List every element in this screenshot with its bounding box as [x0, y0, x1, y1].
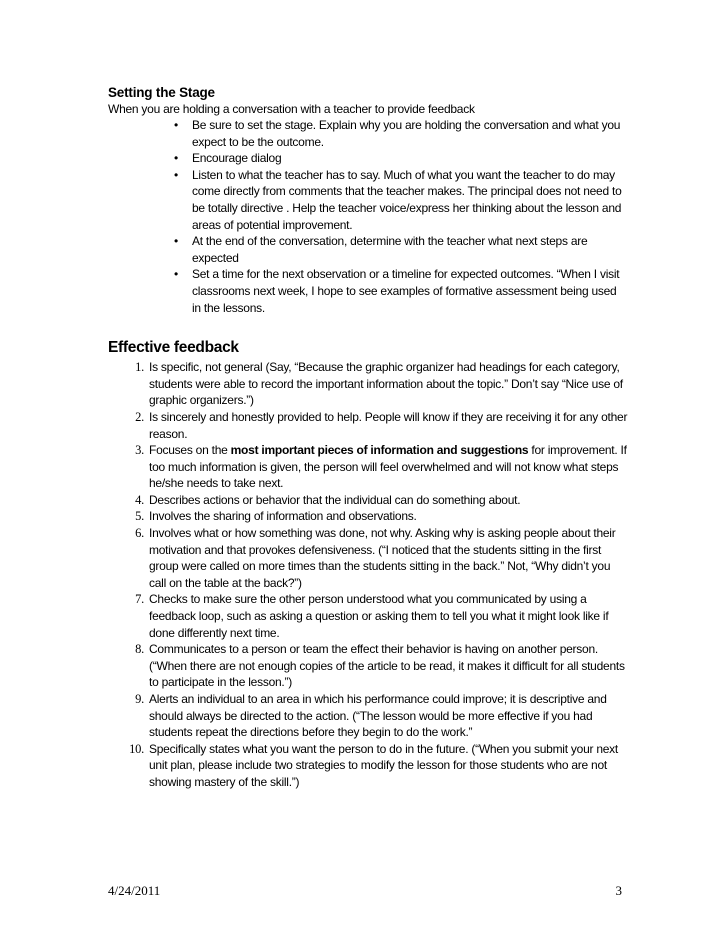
bullet-item: [108, 117, 628, 150]
page-number: 3: [615, 883, 622, 898]
section-heading-effective-feedback: Effective feedback: [108, 339, 239, 357]
list-item-text: Involves what or how something was done, not why. Asking why is asking people about their motivation and that provokes defensiveness. (“I noticed that the students sitting in the first group were called on more times than the students sitting in the back.” Not, “Why didn’t you call on the table at the back?”): [149, 526, 616, 590]
bullet-list: [108, 117, 628, 316]
bullet-icon: •: [174, 267, 178, 282]
list-item-text: Is specific, not general (Say, “Because the graphic organizer had headings for each category, students were able to record the important information about the topic.” Don’t say “Nice use of graphic organizers.”): [149, 360, 623, 408]
bullet-icon: •: [174, 167, 178, 182]
list-item-text: Is sincerely and honestly provided to help. People will know if they are receiving it for any other reason.: [149, 409, 628, 441]
section-heading-setting-the-stage: Setting the Stage: [108, 85, 215, 100]
bullet-text: Listen to what the teacher has to say. Much of what you want the teacher to do may come directly from comments that the teacher makes. The principal does not need to be totally directive . Help the teacher voice/express her thinking about the lesson and areas of potential improvement.: [192, 167, 622, 232]
list-number: 9.: [135, 692, 144, 706]
bullet-item: [108, 150, 628, 167]
list-item-text: Alerts an individual to an area in which his performance could improve; it is descriptive and should always be directed to the action. (“The lesson would be more effective if you had students repeat the directions before they begin to do the work.”: [149, 692, 607, 740]
numbered-list: [108, 359, 628, 790]
list-number: 6.: [135, 526, 144, 541]
bullet-icon: •: [174, 234, 178, 249]
bullet-icon: •: [174, 151, 178, 166]
list-item: [108, 525, 628, 591]
list-item-text: Describes actions or behavior that the individual can do something about.: [149, 492, 521, 507]
list-item: [108, 591, 628, 641]
bullet-text: Encourage dialog: [192, 151, 282, 166]
bullet-item: [108, 266, 628, 316]
list-item-text-post: for improvement. If too much information is given, the person will feel overwhelmed and will not know what steps he/she needs to take next.: [149, 443, 627, 491]
list-number: 7.: [135, 592, 144, 607]
list-item-text-emphasis: most important pieces of information and suggestions: [230, 443, 529, 458]
bullet-text: At the end of the conversation, determine with the teacher what next steps are expected: [192, 234, 588, 265]
list-item-text-pre: Focuses on the: [149, 443, 231, 458]
footer-date: 4/24/2011: [108, 883, 161, 898]
bullet-text: Be sure to set the stage. Explain why you are holding the conversation and what you expect to be the outcome.: [192, 118, 621, 149]
bullet-item: [108, 233, 628, 266]
list-number: 3.: [135, 443, 144, 458]
list-item: [108, 741, 628, 791]
list-item-text: Specifically states what you want the person to do in the future. (“When you submit your next unit plan, please include two strategies to modify the lesson for those students who are not showing mastery of the skill.”): [149, 741, 619, 789]
list-item: [108, 508, 628, 525]
list-item: [108, 691, 628, 741]
section-intro: When you are holding a conversation with a teacher to provide feedback: [108, 102, 475, 116]
list-item: [108, 442, 628, 492]
list-item-text: Involves the sharing of information and observations.: [149, 509, 417, 524]
list-item-text: Communicates to a person or team the effect their behavior is having on another person. (“When there are not enough copies of the article to be read, it makes it difficult for all students to participate in the lesson.”): [149, 642, 625, 690]
list-item: [108, 359, 628, 409]
list-number: 4.: [135, 492, 144, 507]
list-item: [108, 492, 628, 509]
list-number: 2.: [135, 409, 144, 424]
bullet-item: [108, 167, 628, 233]
list-item-text: Checks to make sure the other person understood what you communicated by using a feedback loop, such as asking a question or asking them to tell you what it might look like if done differently next time.: [149, 592, 609, 640]
bullet-text: Set a time for the next observation or a timeline for expected outcomes. “When I visit classrooms next week, I hope to see examples of formative assessment being used in the lessons.: [192, 267, 620, 315]
list-number: 10.: [129, 741, 144, 756]
list-item: [108, 641, 628, 691]
list-number: 5.: [135, 509, 144, 524]
list-item: [108, 409, 628, 442]
page-content: [108, 84, 628, 791]
bullet-icon: •: [174, 118, 178, 132]
list-number: 8.: [135, 642, 144, 657]
list-number: 1.: [135, 360, 144, 375]
